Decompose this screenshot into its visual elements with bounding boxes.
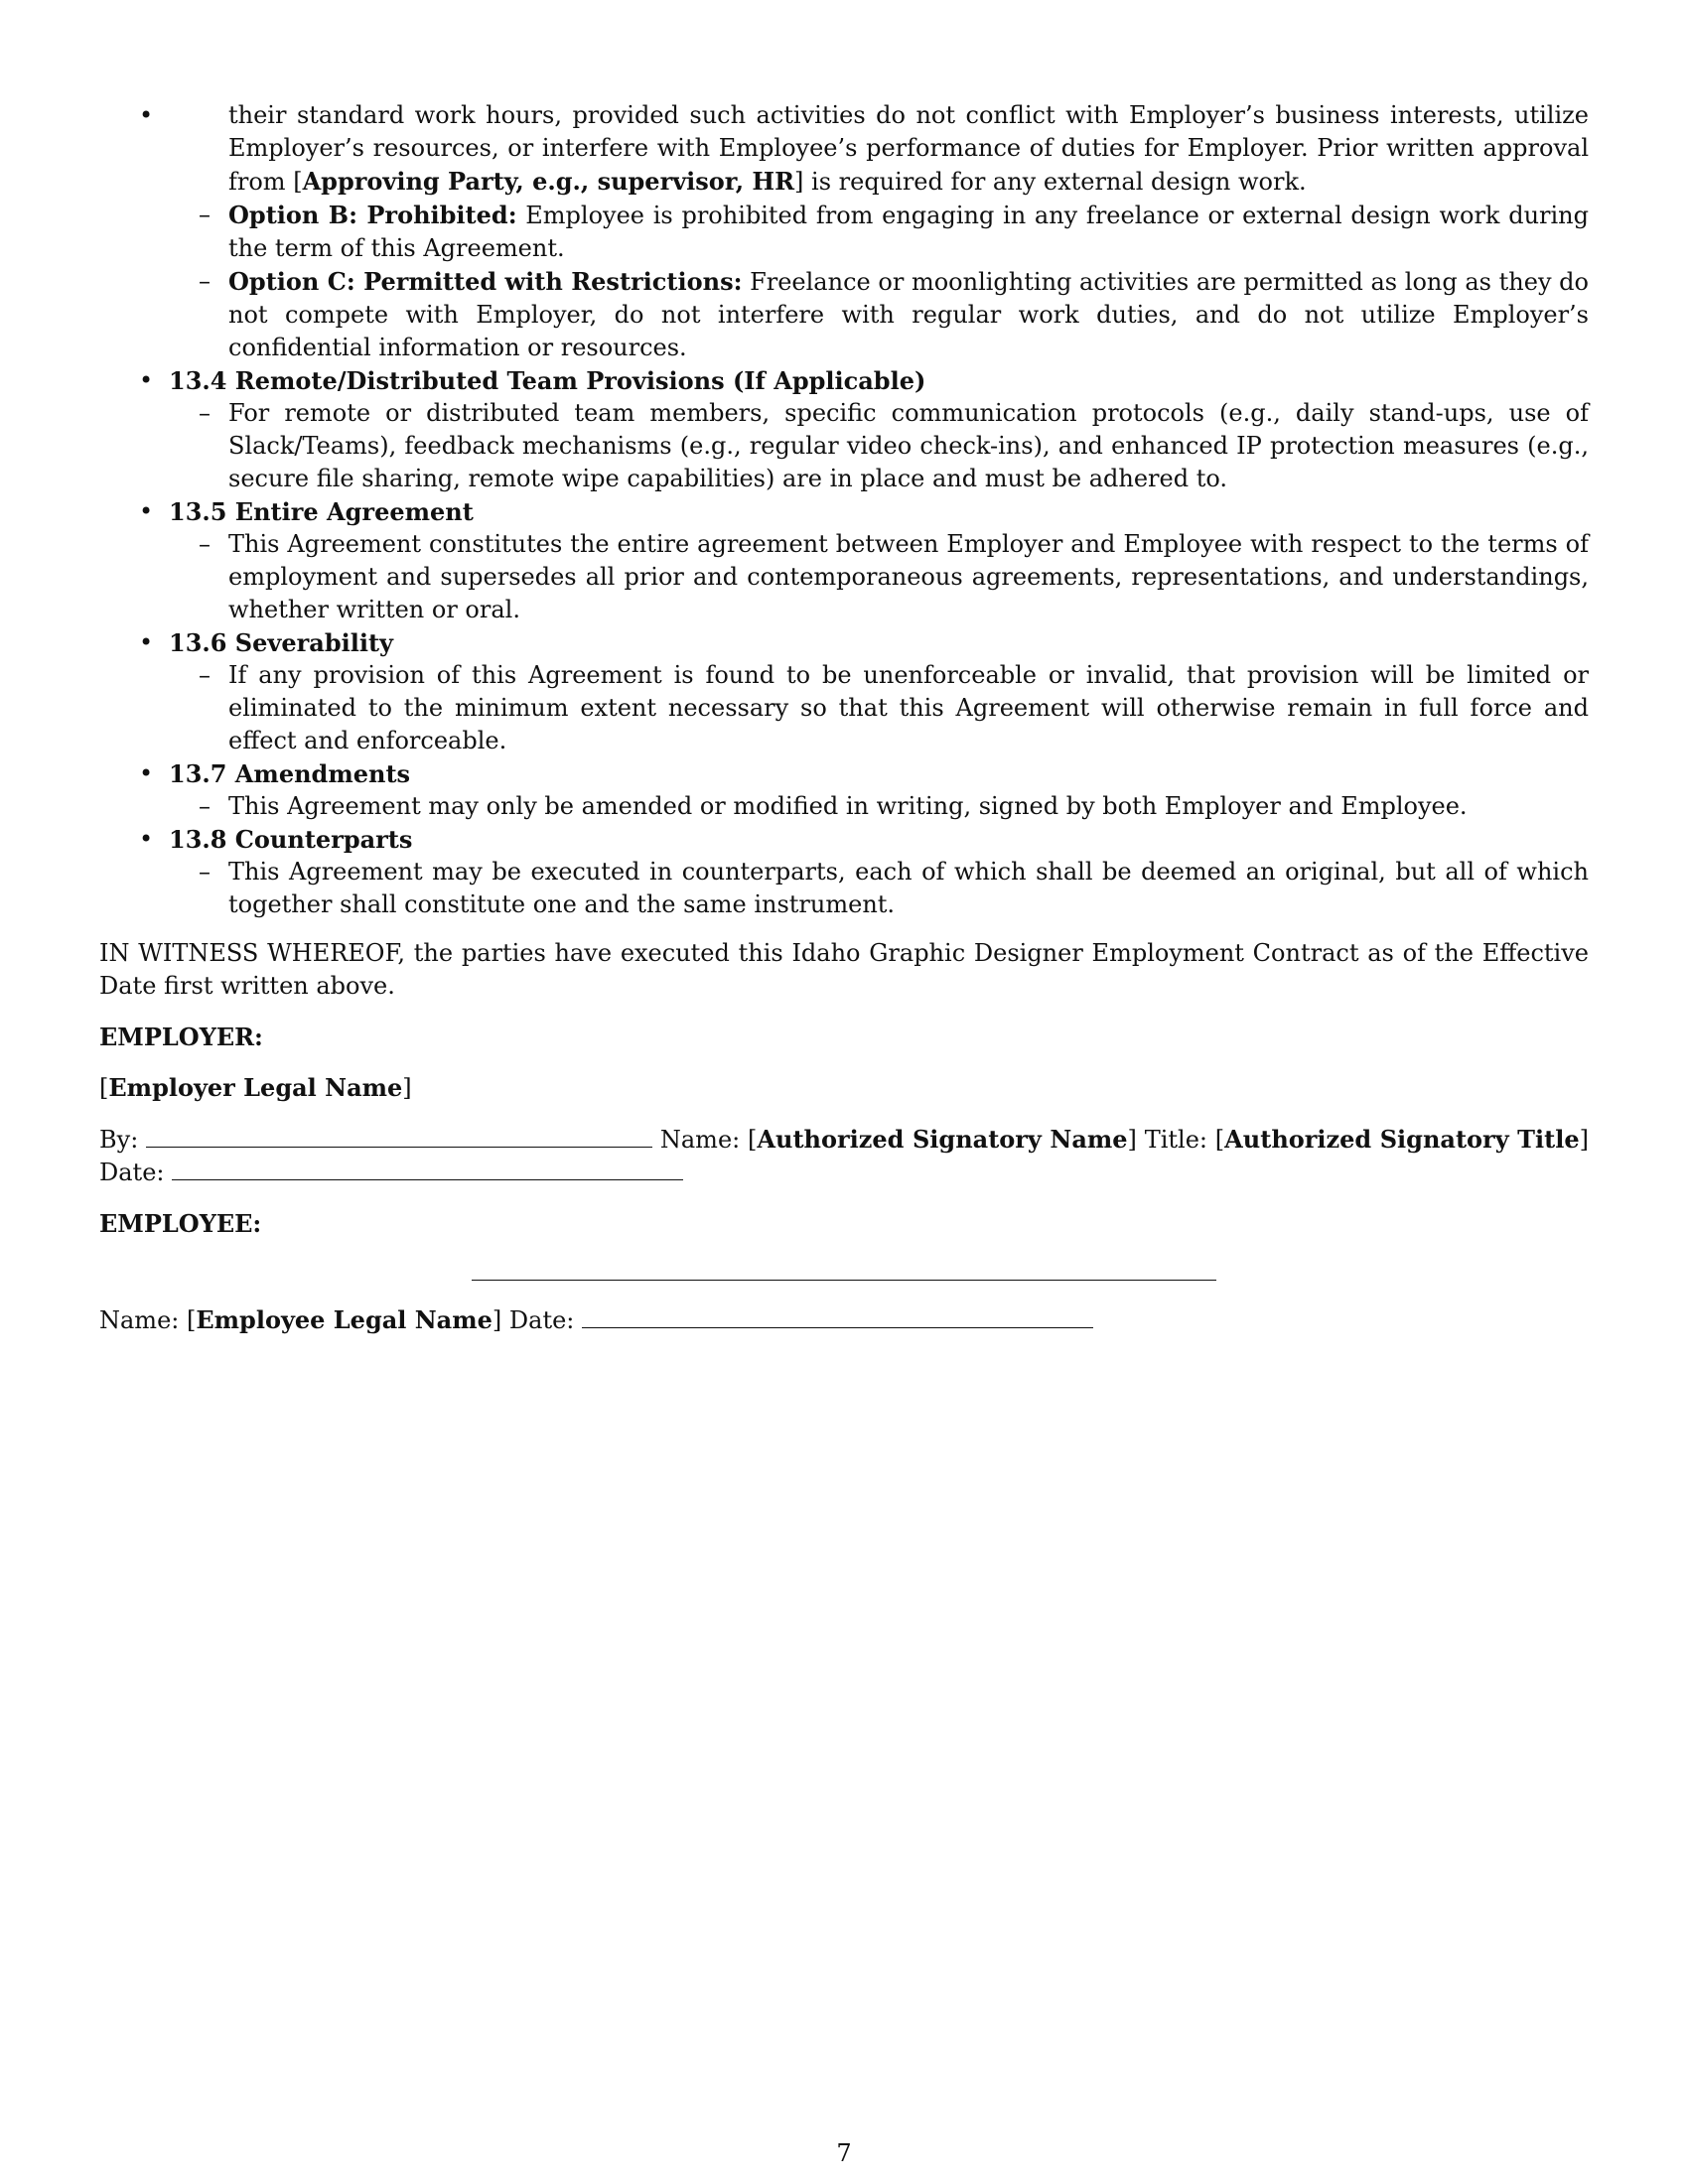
option-b-text: Employee is prohibited from engaging in any freelance or external design work during the term of this Agreement. <box>228 202 1589 262</box>
employee-name-label: Name: <box>99 1306 180 1334</box>
clause-body: – This Agreement constitutes the entire agreement between Employer and Employee with respect to the terms of employment and supersedes all prior and contemporaneous agreements, representations, and understandings, whether written or oral. <box>169 528 1589 626</box>
clause-body: – If any provision of this Agreement is found to be unenforceable or invalid, that provision will be limited or eliminated to the minimum extent necessary so that this Agreement will otherwise remain in full force and effect and enforceable. <box>169 659 1589 757</box>
clause-13-8 <box>99 823 1589 921</box>
option-b-label: Option B: Prohibited: <box>228 201 517 229</box>
approving-party-placeholder: Approving Party, e.g., supervisor, HR <box>302 167 795 196</box>
employee-date-label: Date: <box>508 1306 575 1334</box>
employee-signature-line[interactable] <box>472 1280 1216 1281</box>
date-label: Date: <box>99 1159 165 1186</box>
clause-heading: • 13.5 Entire Agreement <box>169 497 474 526</box>
by-label: By: <box>99 1126 139 1154</box>
clause-body: – For remote or distributed team members, specific communication protocols (e.g., daily stand-ups, use of Slack/Teams), feedback mechanisms (e.g., regular video check-ins), and enhanced IP protection measures (e.g., secure file sharing, remote wipe capabilities) are in place and must be adhered to. <box>169 397 1589 495</box>
clause-13-5 <box>99 495 1589 626</box>
signatory-title: Authorized Signatory Title <box>1224 1125 1580 1154</box>
option-a-continued <box>169 99 1589 199</box>
option-c <box>169 265 1589 364</box>
employer-legal-name: Employer Legal Name <box>108 1073 403 1102</box>
clause-13-6 <box>99 626 1589 757</box>
employer-signature-block: By: Name: [Authorized Signatory Name] Title: [Authorized Signatory Title] Date: <box>99 1125 1589 1186</box>
title-label: Title: <box>1144 1126 1207 1154</box>
employee-label: EMPLOYEE: <box>99 1209 262 1238</box>
option-c-label: Option C: Permitted with Restrictions: <box>228 267 743 296</box>
option-a-text-1: their standard work hours, provided such activities do not conflict with Employer’s business interests, utilize Employer’s resources, or interfere with Employee’s performance of duties for Employer. Prior written approval from [ <box>228 101 1589 196</box>
clause-heading: • 13.7 Amendments <box>169 759 411 788</box>
employer-legal-name-line <box>99 1071 1589 1105</box>
clause-body: – This Agreement may be executed in counterparts, each of which shall be deemed an original, but all of which together shall constitute one and the same instrument. <box>169 856 1589 921</box>
clause-13-3-continued <box>99 99 1589 364</box>
option-a-text-2: ] is required for any external design work. <box>794 168 1307 196</box>
option-c-text: Freelance or moonlighting activities are permitted as long as they do not compete with Employer, do not interfere with regular work duties, and do not utilize Employer’s confidential information or resources. <box>228 268 1589 361</box>
employee-date-line[interactable] <box>582 1305 1093 1328</box>
clause-heading: • 13.6 Severability <box>169 628 393 657</box>
bracket-close: ] <box>402 1074 412 1102</box>
document-page <box>99 99 1589 1337</box>
employer-label: EMPLOYER: <box>99 1023 263 1051</box>
clause-13-7 <box>99 757 1589 823</box>
employee-signature-area <box>99 1252 1589 1296</box>
clause-heading: • 13.8 Counterparts <box>169 825 413 854</box>
clause-list <box>99 99 1589 921</box>
name-label: Name: <box>659 1126 741 1154</box>
page-number: 7 <box>836 2139 852 2167</box>
employee-name-line: Name: [Employee Legal Name] Date: <box>99 1303 1589 1337</box>
employee-legal-name: Employee Legal Name <box>196 1305 492 1334</box>
clause-13-4 <box>99 364 1589 495</box>
employer-date-line[interactable] <box>172 1158 683 1180</box>
bracket-open: [ <box>99 1074 109 1102</box>
clause-heading: • 13.4 Remote/Distributed Team Provisions (If Applicable) <box>169 366 926 395</box>
signatory-name: Authorized Signatory Name <box>757 1125 1128 1154</box>
option-b <box>169 199 1589 265</box>
option-list <box>169 99 1589 364</box>
clause-body: – This Agreement may only be amended or modified in writing, signed by both Employer and Employee. <box>169 790 1589 823</box>
witness-paragraph: IN WITNESS WHEREOF, the parties have executed this Idaho Graphic Designer Employment Contract as of the Effective Date first written above. <box>99 939 1589 1000</box>
employer-signature-line[interactable] <box>146 1125 652 1148</box>
